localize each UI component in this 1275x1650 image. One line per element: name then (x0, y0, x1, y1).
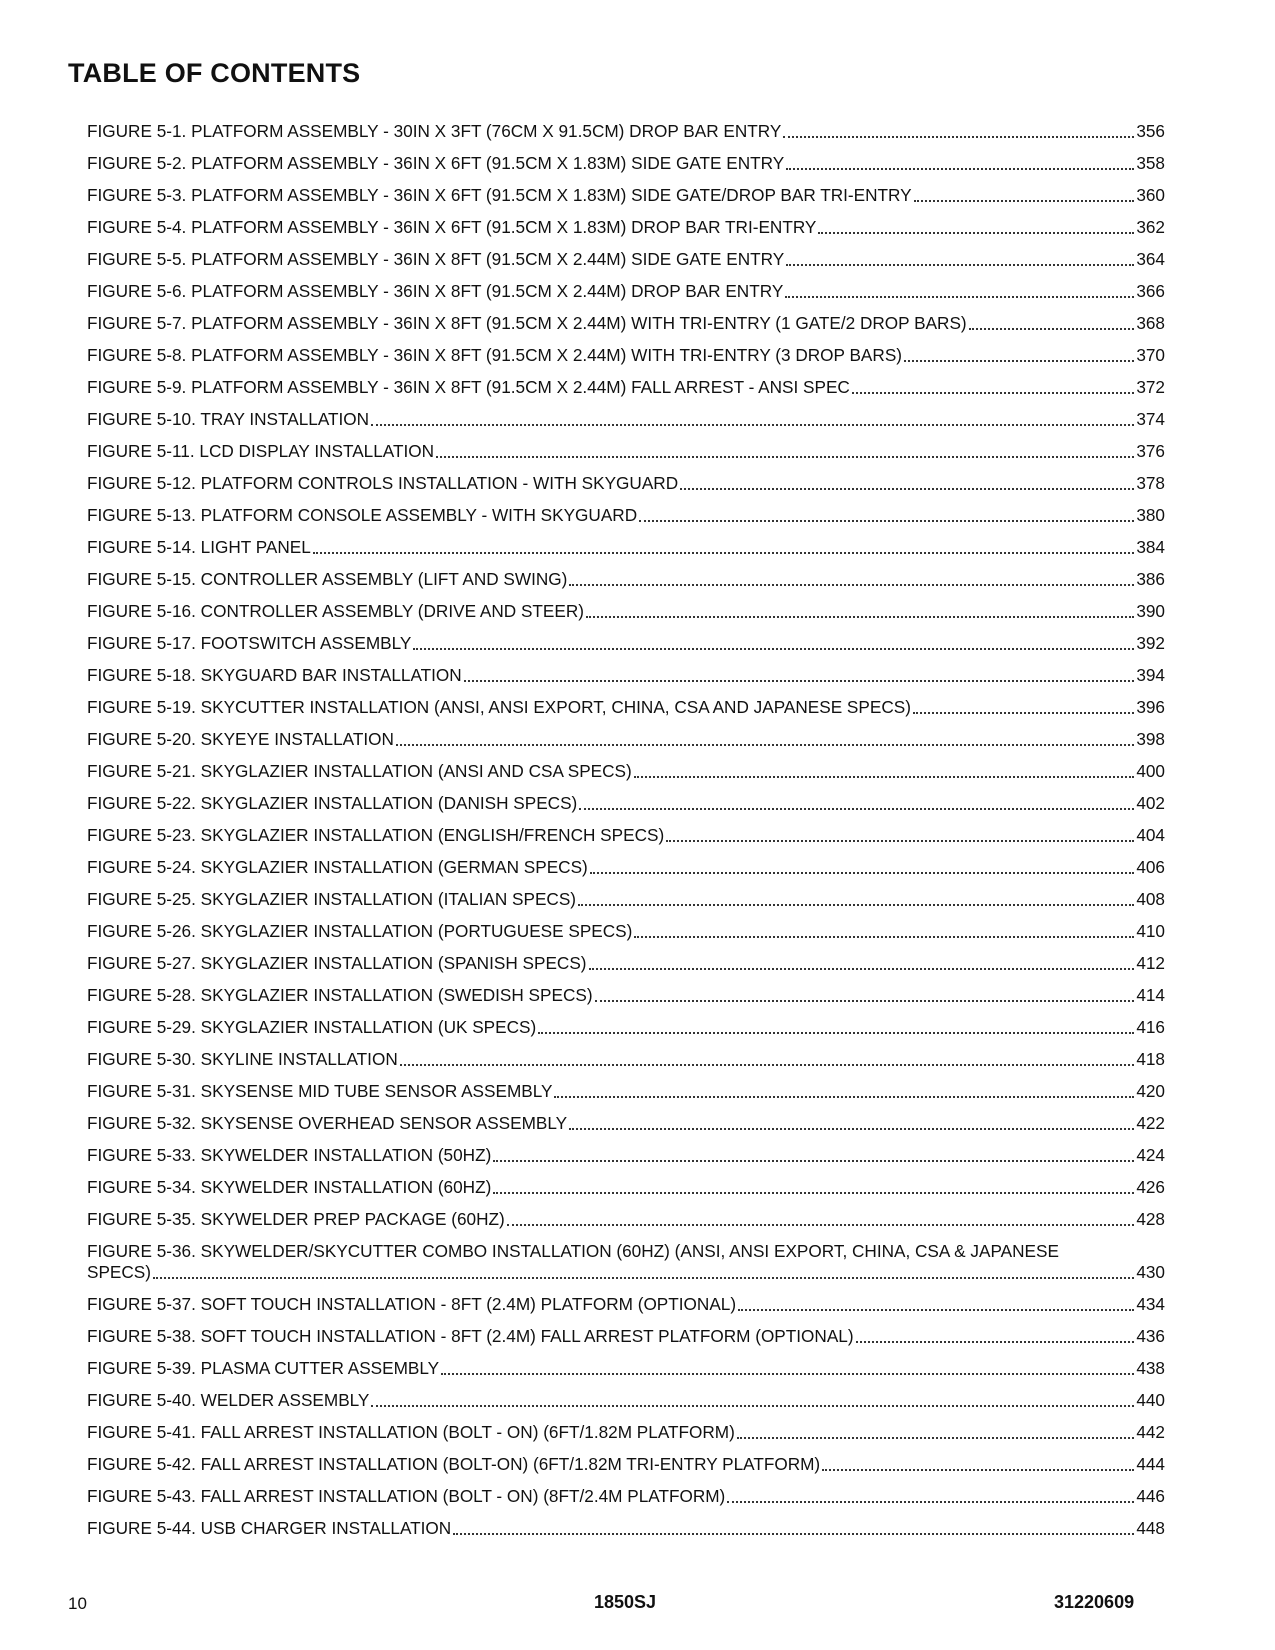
toc-entry-page: 370 (1136, 345, 1165, 365)
toc-entry-page: 416 (1136, 1017, 1165, 1037)
dot-leader (396, 742, 1134, 746)
toc-entry-page: 402 (1136, 793, 1165, 813)
dot-leader (852, 390, 1134, 394)
dot-leader (400, 1062, 1135, 1066)
toc-entry[interactable] (87, 910, 1165, 942)
toc-entry-page: 422 (1136, 1113, 1165, 1133)
toc-entry-title: FIGURE 5-28. SKYGLAZIER INSTALLATION (SWEDISH SPECS) (87, 985, 593, 1005)
toc-entry-title: FIGURE 5-21. SKYGLAZIER INSTALLATION (ANSI AND CSA SPECS) (87, 761, 632, 781)
toc-entry-page: 410 (1136, 921, 1165, 941)
toc-entry-page: 428 (1136, 1209, 1165, 1229)
dot-leader (493, 1158, 1134, 1162)
toc-entry-title: FIGURE 5-11. LCD DISPLAY INSTALLATION (87, 441, 435, 461)
toc-entry[interactable] (87, 558, 1165, 590)
dot-leader (639, 518, 1134, 522)
toc-entry-title: FIGURE 5-23. SKYGLAZIER INSTALLATION (ENGLISH/FRENCH SPECS) (87, 825, 665, 845)
toc-entry-page: 390 (1136, 601, 1165, 621)
toc-entry-title: FIGURE 5-9. PLATFORM ASSEMBLY - 36IN X 8FT (91.5CM X 2.44M) FALL ARREST - ANSI SPEC (87, 377, 850, 397)
toc-entry-title: FIGURE 5-1. PLATFORM ASSEMBLY - 30IN X 3FT (76CM X 91.5CM) DROP BAR ENTRY (87, 121, 782, 141)
toc-entry[interactable] (87, 494, 1165, 526)
toc-entry[interactable] (87, 718, 1165, 750)
toc-entry-page: 378 (1136, 473, 1165, 493)
toc-entry-title: FIGURE 5-44. USB CHARGER INSTALLATION (87, 1518, 452, 1538)
toc-entry-page: 394 (1136, 665, 1165, 685)
toc-entry-title: FIGURE 5-17. FOOTSWITCH ASSEMBLY (87, 633, 412, 653)
toc-entry-title: FIGURE 5-22. SKYGLAZIER INSTALLATION (DANISH SPECS) (87, 793, 578, 813)
toc-entry-title: FIGURE 5-4. PLATFORM ASSEMBLY - 36IN X 6FT (91.5CM X 1.83M) DROP BAR TRI-ENTRY (87, 217, 817, 237)
toc-entry-page: 446 (1136, 1486, 1165, 1506)
dot-leader (634, 774, 1135, 778)
toc-entry[interactable] (87, 270, 1165, 302)
toc-entry-title: FIGURE 5-40. WELDER ASSEMBLY (87, 1390, 370, 1410)
toc-entry-page: 386 (1136, 569, 1165, 589)
toc-entry-page: 436 (1136, 1326, 1165, 1346)
toc-entry[interactable] (87, 1070, 1165, 1102)
toc-entry-page: 392 (1136, 633, 1165, 653)
dot-leader (538, 1030, 1134, 1034)
toc-entry-page: 368 (1136, 313, 1165, 333)
toc-entry-page: 434 (1136, 1294, 1165, 1314)
toc-entry[interactable] (87, 1166, 1165, 1198)
toc-entry-page: 380 (1136, 505, 1165, 525)
toc-entry-title: FIGURE 5-34. SKYWELDER INSTALLATION (60HZ) (87, 1177, 492, 1197)
dot-leader (371, 1403, 1134, 1407)
toc-entry-title: FIGURE 5-12. PLATFORM CONTROLS INSTALLATION - WITH SKYGUARD (87, 473, 679, 493)
toc-entry-title: FIGURE 5-19. SKYCUTTER INSTALLATION (ANSI, ANSI EXPORT, CHINA, CSA AND JAPANESE SPECS) (87, 697, 911, 717)
toc-entry-title: FIGURE 5-5. PLATFORM ASSEMBLY - 36IN X 8FT (91.5CM X 2.44M) SIDE GATE ENTRY (87, 249, 785, 269)
toc-entry[interactable] (87, 462, 1165, 494)
dot-leader (507, 1222, 1135, 1226)
toc-entry-title: FIGURE 5-35. SKYWELDER PREP PACKAGE (60HZ) (87, 1209, 505, 1229)
toc-entry-title: FIGURE 5-43. FALL ARREST INSTALLATION (BOLT - ON) (8FT/2.4M PLATFORM) (87, 1486, 726, 1506)
dot-leader (666, 838, 1134, 842)
dot-leader (453, 1531, 1134, 1535)
toc-entry[interactable] (87, 1379, 1165, 1411)
dot-leader (738, 1307, 1134, 1311)
toc-entry[interactable] (87, 110, 1165, 142)
dot-leader (586, 614, 1134, 618)
toc-entry[interactable] (87, 1347, 1165, 1379)
dot-leader (589, 966, 1135, 970)
toc-entry-page: 420 (1136, 1081, 1165, 1101)
toc-entry-page: 396 (1136, 697, 1165, 717)
dot-leader (904, 358, 1134, 362)
dot-leader (914, 198, 1135, 202)
toc-entry-page: 408 (1136, 889, 1165, 909)
toc-entry-page: 362 (1136, 217, 1165, 237)
toc-entry-title: FIGURE 5-38. SOFT TOUCH INSTALLATION - 8FT (2.4M) FALL ARREST PLATFORM (OPTIONAL) (87, 1326, 854, 1346)
dot-leader (595, 998, 1135, 1002)
toc-entry-page: 360 (1136, 185, 1165, 205)
dot-leader (634, 934, 1134, 938)
toc-entry[interactable] (87, 750, 1165, 782)
toc-entry[interactable] (87, 366, 1165, 398)
toc-entry[interactable] (87, 1198, 1165, 1230)
toc-entry[interactable] (87, 654, 1165, 686)
toc-entry[interactable] (87, 1230, 1165, 1283)
page-title: TABLE OF CONTENTS (68, 58, 361, 88)
toc-entry-page: 406 (1136, 857, 1165, 877)
toc-entry-page: 438 (1136, 1358, 1165, 1378)
toc-entry[interactable] (87, 174, 1165, 206)
dot-leader (436, 454, 1134, 458)
toc-entry-page: 398 (1136, 729, 1165, 749)
dot-leader (413, 646, 1134, 650)
toc-entry-title: FIGURE 5-31. SKYSENSE MID TUBE SENSOR ASSEMBLY (87, 1081, 553, 1101)
toc-entry-page: 364 (1136, 249, 1165, 269)
toc-entry[interactable] (87, 1006, 1165, 1038)
toc-entry[interactable] (87, 526, 1165, 558)
toc-entry-title: FIGURE 5-36. SKYWELDER/SKYCUTTER COMBO INSTALLATION (60HZ) (ANSI, ANSI EXPORT, CHINA, CSA & JAPANESE (87, 1241, 1059, 1261)
toc-entry[interactable] (87, 302, 1165, 334)
dot-leader (464, 678, 1135, 682)
dot-leader (783, 134, 1134, 138)
toc-entry-page: 412 (1136, 953, 1165, 973)
dot-leader (579, 806, 1134, 810)
footer-model: 1850SJ (594, 1592, 657, 1612)
dot-leader (578, 902, 1134, 906)
footer-doc-number: 31220609 (1054, 1592, 1135, 1612)
dot-leader (441, 1371, 1134, 1375)
dot-leader (822, 1467, 1134, 1471)
toc-entry-page: 444 (1136, 1454, 1165, 1474)
toc-entry-title: FIGURE 5-14. LIGHT PANEL (87, 537, 311, 557)
toc-entry-title: FIGURE 5-7. PLATFORM ASSEMBLY - 36IN X 8FT (91.5CM X 2.44M) WITH TRI-ENTRY (1 GATE/2 DROP BARS) (87, 313, 967, 333)
toc-entry-page: 430 (1136, 1262, 1165, 1282)
toc-entry-page: 366 (1136, 281, 1165, 301)
dot-leader (313, 550, 1134, 554)
toc-entry-title: FIGURE 5-2. PLATFORM ASSEMBLY - 36IN X 6FT (91.5CM X 1.83M) SIDE GATE ENTRY (87, 153, 785, 173)
toc-entry-continuation (87, 1262, 1165, 1283)
toc-entry[interactable] (87, 1134, 1165, 1166)
toc-entry-title: FIGURE 5-18. SKYGUARD BAR INSTALLATION (87, 665, 462, 685)
toc-entry[interactable] (87, 1315, 1165, 1347)
dot-leader (590, 870, 1135, 874)
toc-entry-page: 376 (1136, 441, 1165, 461)
dot-leader (493, 1190, 1134, 1194)
toc-entry-title: FIGURE 5-3. PLATFORM ASSEMBLY - 36IN X 6FT (91.5CM X 1.83M) SIDE GATE/DROP BAR TRI-ENTRY (87, 185, 912, 205)
toc-entry-title: FIGURE 5-37. SOFT TOUCH INSTALLATION - 8FT (2.4M) PLATFORM (OPTIONAL) (87, 1294, 737, 1314)
toc-entry-title-cont: SPECS) (87, 1262, 151, 1282)
toc-entry[interactable] (87, 1102, 1165, 1134)
toc-entry[interactable] (87, 622, 1165, 654)
toc-entry[interactable] (87, 206, 1165, 238)
toc-entry-title: FIGURE 5-27. SKYGLAZIER INSTALLATION (SPANISH SPECS) (87, 953, 587, 973)
dot-leader (680, 486, 1134, 490)
toc-entry-page: 358 (1136, 153, 1165, 173)
toc-entry-page: 356 (1136, 121, 1165, 141)
toc-entry-page: 400 (1136, 761, 1165, 781)
toc-entry[interactable] (87, 1475, 1165, 1507)
dot-leader (569, 582, 1134, 586)
toc-entry[interactable] (87, 1411, 1165, 1443)
toc-entry[interactable] (87, 334, 1165, 366)
toc-entry[interactable] (87, 686, 1165, 718)
toc-entry-page: 426 (1136, 1177, 1165, 1197)
toc-entry-title: FIGURE 5-41. FALL ARREST INSTALLATION (BOLT - ON) (6FT/1.82M PLATFORM) (87, 1422, 735, 1442)
toc-entry[interactable] (87, 846, 1165, 878)
toc-entry[interactable] (87, 398, 1165, 430)
toc-entry[interactable] (87, 590, 1165, 622)
dot-leader (727, 1499, 1134, 1503)
toc-entry-title: FIGURE 5-42. FALL ARREST INSTALLATION (BOLT-ON) (6FT/1.82M TRI-ENTRY PLATFORM) (87, 1454, 821, 1474)
dot-leader (913, 710, 1134, 714)
toc-entry-page: 404 (1136, 825, 1165, 845)
toc-entry-page: 448 (1136, 1518, 1165, 1538)
dot-leader (786, 166, 1134, 170)
toc-entry-title: FIGURE 5-24. SKYGLAZIER INSTALLATION (GERMAN SPECS) (87, 857, 588, 877)
toc-entry-title: FIGURE 5-30. SKYLINE INSTALLATION (87, 1049, 398, 1069)
toc-entry-title: FIGURE 5-33. SKYWELDER INSTALLATION (50HZ) (87, 1145, 492, 1165)
toc-entry-page: 442 (1136, 1422, 1165, 1442)
toc-entry[interactable] (87, 1038, 1165, 1070)
dot-leader (371, 422, 1134, 426)
toc-entry[interactable] (87, 942, 1165, 974)
toc-entry-title: FIGURE 5-29. SKYGLAZIER INSTALLATION (UK SPECS) (87, 1017, 537, 1037)
toc-entry[interactable] (87, 814, 1165, 846)
dot-leader (818, 230, 1134, 234)
toc-entry-page: 384 (1136, 537, 1165, 557)
dot-leader (785, 294, 1134, 298)
toc-entry-page: 424 (1136, 1145, 1165, 1165)
toc-entry-title: FIGURE 5-10. TRAY INSTALLATION (87, 409, 370, 429)
toc-entry[interactable] (87, 1283, 1165, 1315)
toc-entry[interactable] (87, 974, 1165, 1006)
toc-entry-page: 440 (1136, 1390, 1165, 1410)
toc-list (87, 110, 1165, 1539)
toc-entry-title: FIGURE 5-39. PLASMA CUTTER ASSEMBLY (87, 1358, 440, 1378)
toc-entry-title: FIGURE 5-32. SKYSENSE OVERHEAD SENSOR ASSEMBLY (87, 1113, 568, 1133)
toc-entry-title: FIGURE 5-15. CONTROLLER ASSEMBLY (LIFT AND SWING) (87, 569, 568, 589)
toc-entry-title: FIGURE 5-16. CONTROLLER ASSEMBLY (DRIVE AND STEER) (87, 601, 584, 621)
footer-page-number: 10 (68, 1594, 87, 1613)
toc-entry-page: 414 (1136, 985, 1165, 1005)
toc-entry-title: FIGURE 5-26. SKYGLAZIER INSTALLATION (PORTUGUESE SPECS) (87, 921, 633, 941)
toc-entry-page: 418 (1136, 1049, 1165, 1069)
toc-entry[interactable] (87, 1507, 1165, 1539)
dot-leader (153, 1275, 1134, 1279)
dot-leader (737, 1435, 1134, 1439)
toc-entry-page: 374 (1136, 409, 1165, 429)
dot-leader (569, 1126, 1134, 1130)
toc-entry[interactable] (87, 142, 1165, 174)
dot-leader (786, 262, 1134, 266)
toc-entry[interactable] (87, 878, 1165, 910)
toc-entry-title: FIGURE 5-25. SKYGLAZIER INSTALLATION (ITALIAN SPECS) (87, 889, 577, 909)
dot-leader (554, 1094, 1134, 1098)
toc-entry-title: FIGURE 5-6. PLATFORM ASSEMBLY - 36IN X 8FT (91.5CM X 2.44M) DROP BAR ENTRY (87, 281, 784, 301)
dot-leader (856, 1339, 1135, 1343)
toc-entry[interactable] (87, 1443, 1165, 1475)
toc-entry-page: 372 (1136, 377, 1165, 397)
toc-entry[interactable] (87, 238, 1165, 270)
toc-entry-title: FIGURE 5-13. PLATFORM CONSOLE ASSEMBLY - WITH SKYGUARD (87, 505, 638, 525)
toc-entry-title: FIGURE 5-20. SKYEYE INSTALLATION (87, 729, 394, 749)
dot-leader (969, 326, 1135, 330)
toc-entry[interactable] (87, 782, 1165, 814)
toc-entry-title: FIGURE 5-8. PLATFORM ASSEMBLY - 36IN X 8FT (91.5CM X 2.44M) WITH TRI-ENTRY (3 DROP BARS) (87, 345, 903, 365)
toc-entry[interactable] (87, 430, 1165, 462)
